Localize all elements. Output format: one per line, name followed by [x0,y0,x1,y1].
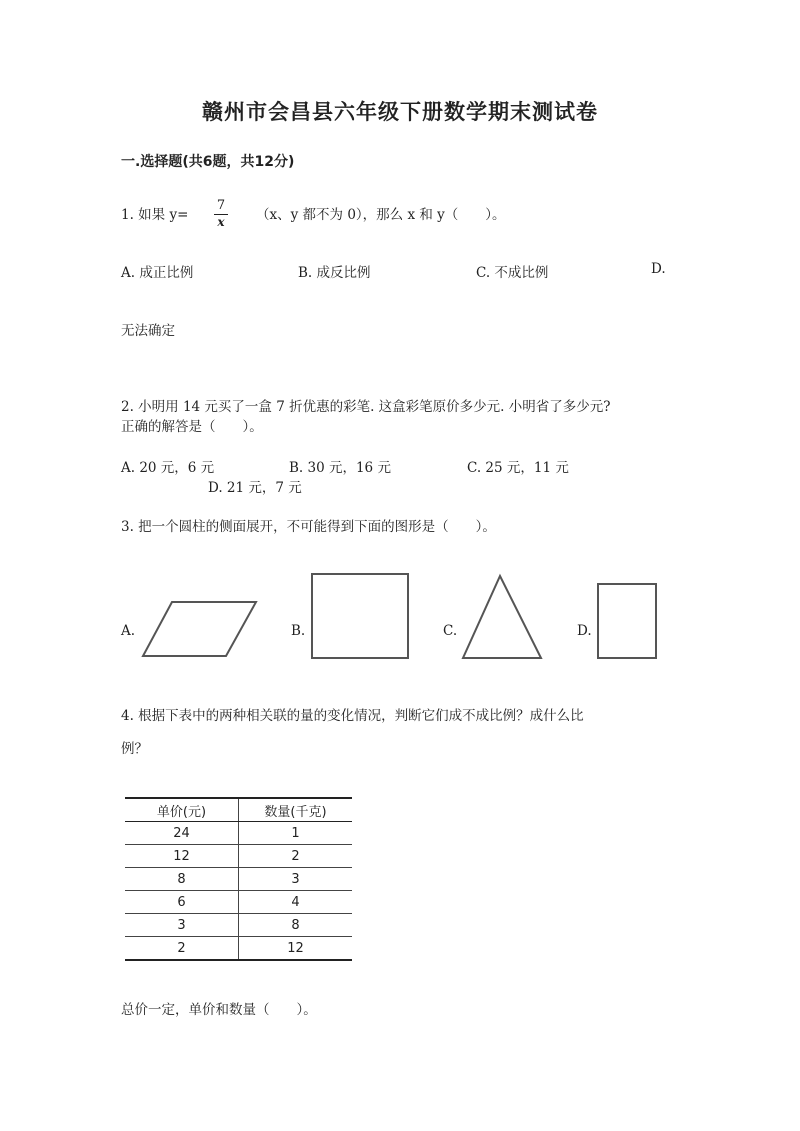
q2-option-c: C. 25 元，11 元 [467,460,569,476]
q4-line2: 例？ [121,741,148,757]
table-cell: 8 [125,868,239,891]
table-cell: 12 [125,845,239,868]
q3-label-d: D. [577,623,592,639]
q2-option-b: B. 30 元，16 元 [289,460,391,476]
q3-label-a: A. [121,623,136,639]
table-row [125,822,352,845]
q2-option-d: D. 21 元，7 元 [208,480,302,496]
table-cell: 8 [239,914,353,937]
table-header-row [125,798,352,822]
header-unit-price: 单价(元) [125,798,239,822]
page-title: 赣州市会昌县六年级下册数学期末测试卷 [202,100,598,124]
square-shape [309,571,413,661]
q1-fraction-denominator: x [217,215,225,229]
q1-fraction [214,198,228,229]
q1-option-b: B. 成反比例 [298,265,371,281]
triangle-shape [459,573,545,661]
q1-prefix: 1. 如果 y= [121,207,189,223]
section-heading: 一.选择题(共6题，共12分) [121,154,295,170]
q2-line2: 正确的解答是（ ）。 [121,419,263,435]
table-cell: 4 [239,891,353,914]
q2-line1: 2. 小明用 14 元买了一盒 7 折优惠的彩笔. 这盒彩笔原价多少元. 小明省了多少元? [121,399,611,415]
table-row [125,937,352,961]
table-cell: 2 [125,937,239,961]
q2-option-a: A. 20 元，6 元 [121,460,215,476]
header-quantity: 数量(千克) [239,798,353,822]
table-row [125,914,352,937]
table-row [125,845,352,868]
rectangle-shape [595,581,659,661]
q4-line1: 4. 根据下表中的两种相关联的量的变化情况，判断它们成不成比例？成什么比 [121,708,584,724]
table-row [125,868,352,891]
q3-label-c: C. [443,623,458,639]
q1-fraction-numerator: 7 [214,198,228,215]
q1-option-a: A. 成正比例 [121,265,194,281]
table-cell: 2 [239,845,353,868]
q1-option-c: C. 不成比例 [476,265,549,281]
q4-question: 总价一定，单价和数量（ ）。 [121,1002,317,1018]
q1-option-d-text: 无法确定 [121,323,175,339]
parallelogram-shape [140,598,262,660]
table-cell: 3 [239,868,353,891]
price-quantity-table [125,797,352,961]
table-cell: 6 [125,891,239,914]
q1-option-d: D. [651,261,666,277]
q3-text: 3. 把一个圆柱的侧面展开，不可能得到下面的图形是（ ）。 [121,519,496,535]
q3-label-b: B. [291,623,306,639]
table-cell: 3 [125,914,239,937]
table-cell: 24 [125,822,239,845]
table-cell: 1 [239,822,353,845]
q1-suffix: （x、y 都不为 0），那么 x 和 y（ ）。 [256,207,506,223]
table-cell: 12 [239,937,353,961]
table-row [125,891,352,914]
